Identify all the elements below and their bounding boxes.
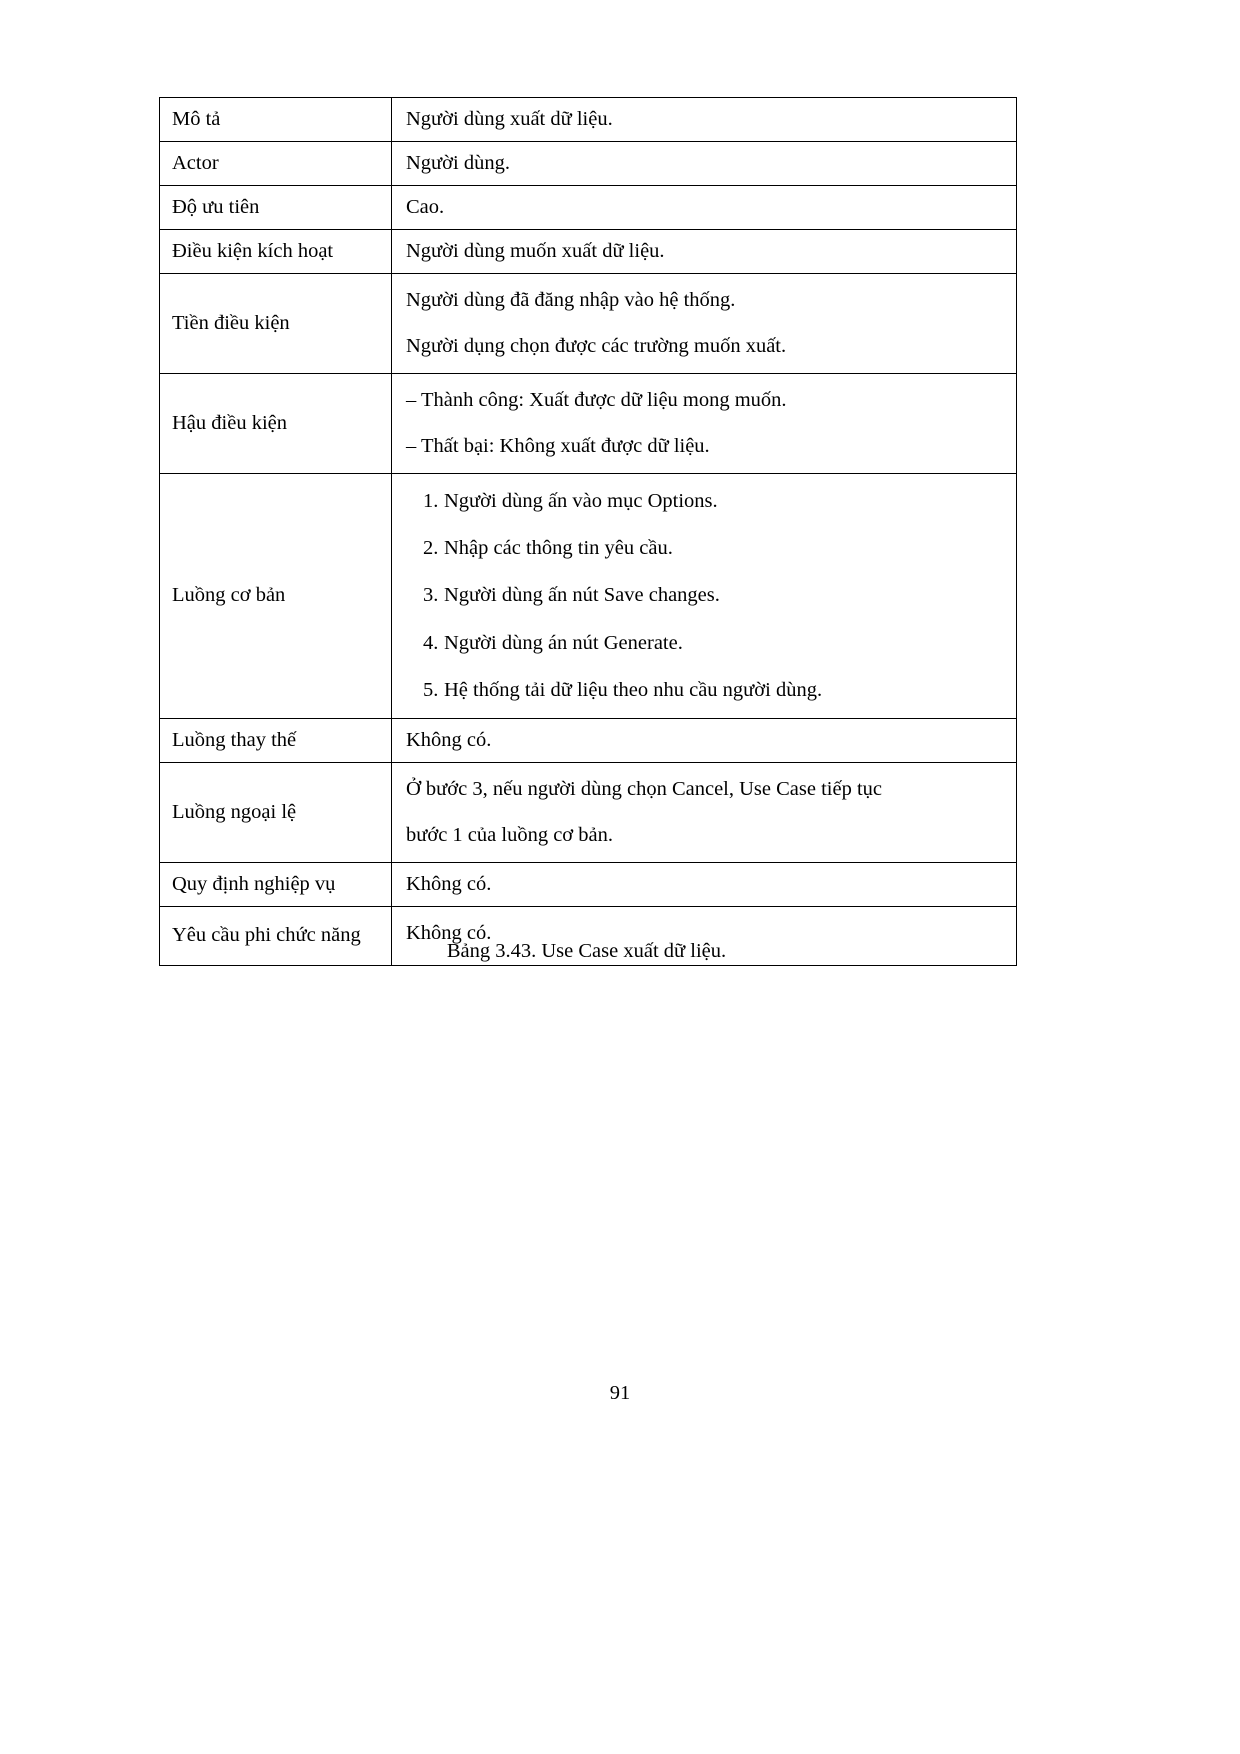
row-value bbox=[392, 719, 1016, 762]
row-value bbox=[392, 274, 1016, 373]
row-value-cell bbox=[392, 230, 1017, 274]
row-label-cell bbox=[160, 186, 392, 230]
value-line: Người dùng. bbox=[406, 152, 510, 175]
basic-flow-list bbox=[392, 474, 1016, 717]
step-text: Người dùng ấn vào mục Options. bbox=[444, 490, 718, 513]
value-line: Không có. bbox=[406, 921, 492, 944]
list-item bbox=[406, 582, 1006, 609]
row-value bbox=[392, 863, 1016, 906]
row-label-cell bbox=[160, 274, 392, 374]
value-line: bước 1 của luồng cơ bản. bbox=[406, 823, 613, 846]
value-line: Ở bước 3, nếu người dùng chọn Cancel, Use Case tiếp tục bbox=[406, 777, 883, 800]
row-label: Tiền điều kiện bbox=[172, 312, 290, 335]
table-row bbox=[160, 186, 1017, 230]
table-body bbox=[160, 98, 1017, 966]
value-line: Cao. bbox=[406, 196, 445, 219]
row-value-cell bbox=[392, 474, 1017, 718]
row-label-cell bbox=[160, 230, 392, 274]
table-caption: Bảng 3.43. Use Case xuất dữ liệu. bbox=[446, 940, 727, 962]
row-label-cell bbox=[160, 142, 392, 186]
row-value bbox=[392, 142, 1016, 185]
value-line: Không có. bbox=[406, 872, 492, 895]
step-text: Người dùng ấn nút Save changes. bbox=[444, 584, 720, 607]
row-value bbox=[392, 374, 1016, 473]
step-number: 3. bbox=[423, 584, 439, 607]
step-number: 4. bbox=[423, 631, 439, 654]
value-line: Không có. bbox=[406, 728, 492, 751]
step-number: 1. bbox=[423, 490, 439, 513]
row-value-cell bbox=[392, 142, 1017, 186]
step-text: Người dùng án nút Generate. bbox=[444, 631, 683, 654]
row-label-cell bbox=[160, 474, 392, 718]
row-label: Điều kiện kích hoạt bbox=[172, 240, 334, 263]
row-value-cell bbox=[392, 98, 1017, 142]
row-value bbox=[392, 230, 1016, 273]
list-item bbox=[406, 488, 1006, 515]
table-row bbox=[160, 230, 1017, 274]
row-value-cell bbox=[392, 186, 1017, 230]
page-number: 91 bbox=[609, 1382, 631, 1404]
table-row bbox=[160, 98, 1017, 142]
row-value-cell bbox=[392, 862, 1017, 906]
value-line: – Thất bại: Không xuất được dữ liệu. bbox=[406, 435, 710, 458]
row-label: Actor bbox=[172, 152, 219, 175]
row-label: Độ ưu tiên bbox=[172, 196, 260, 219]
step-text: Hệ thống tải dữ liệu theo nhu cầu người dùng. bbox=[444, 678, 823, 701]
row-value-cell bbox=[392, 374, 1017, 474]
row-label: Luồng cơ bản bbox=[172, 584, 286, 607]
row-label-cell bbox=[160, 374, 392, 474]
value-line: Người dùng xuất dữ liệu. bbox=[406, 108, 613, 130]
row-value bbox=[392, 763, 1016, 862]
row-label-cell bbox=[160, 98, 392, 142]
step-text: Nhập các thông tin yêu cầu. bbox=[444, 537, 673, 560]
list-item bbox=[406, 630, 1006, 657]
value-line: Người dụng chọn được các trường muốn xuất. bbox=[406, 335, 787, 358]
row-value-cell bbox=[392, 274, 1017, 374]
value-line: Người dùng muốn xuất dữ liệu. bbox=[406, 240, 665, 263]
row-label-cell bbox=[160, 762, 392, 862]
table-row bbox=[160, 374, 1017, 474]
use-case-table bbox=[159, 97, 1017, 966]
table-row bbox=[160, 474, 1017, 718]
row-label: Mô tả bbox=[172, 108, 221, 130]
list-item bbox=[406, 535, 1006, 562]
row-label-cell bbox=[160, 718, 392, 762]
list-item bbox=[406, 677, 1006, 704]
value-line: Người dùng đã đăng nhập vào hệ thống. bbox=[406, 289, 736, 312]
row-label: Luồng thay thế bbox=[172, 728, 297, 751]
row-label: Luồng ngoại lệ bbox=[172, 800, 297, 823]
table-row bbox=[160, 274, 1017, 374]
value-line: – Thành công: Xuất được dữ liệu mong muốn. bbox=[406, 389, 787, 412]
row-value bbox=[392, 98, 1016, 141]
row-value-cell bbox=[392, 718, 1017, 762]
row-label: Yêu cầu phi chức năng bbox=[172, 923, 361, 946]
row-label-cell bbox=[160, 862, 392, 906]
table-row bbox=[160, 862, 1017, 906]
step-number: 5. bbox=[423, 678, 439, 701]
row-value-cell bbox=[392, 762, 1017, 862]
table-row bbox=[160, 762, 1017, 862]
row-label: Quy định nghiệp vụ bbox=[172, 872, 336, 895]
row-value bbox=[392, 186, 1016, 229]
row-label: Hậu điều kiện bbox=[172, 412, 287, 435]
table-row bbox=[160, 142, 1017, 186]
step-number: 2. bbox=[423, 537, 439, 560]
table-row bbox=[160, 718, 1017, 762]
